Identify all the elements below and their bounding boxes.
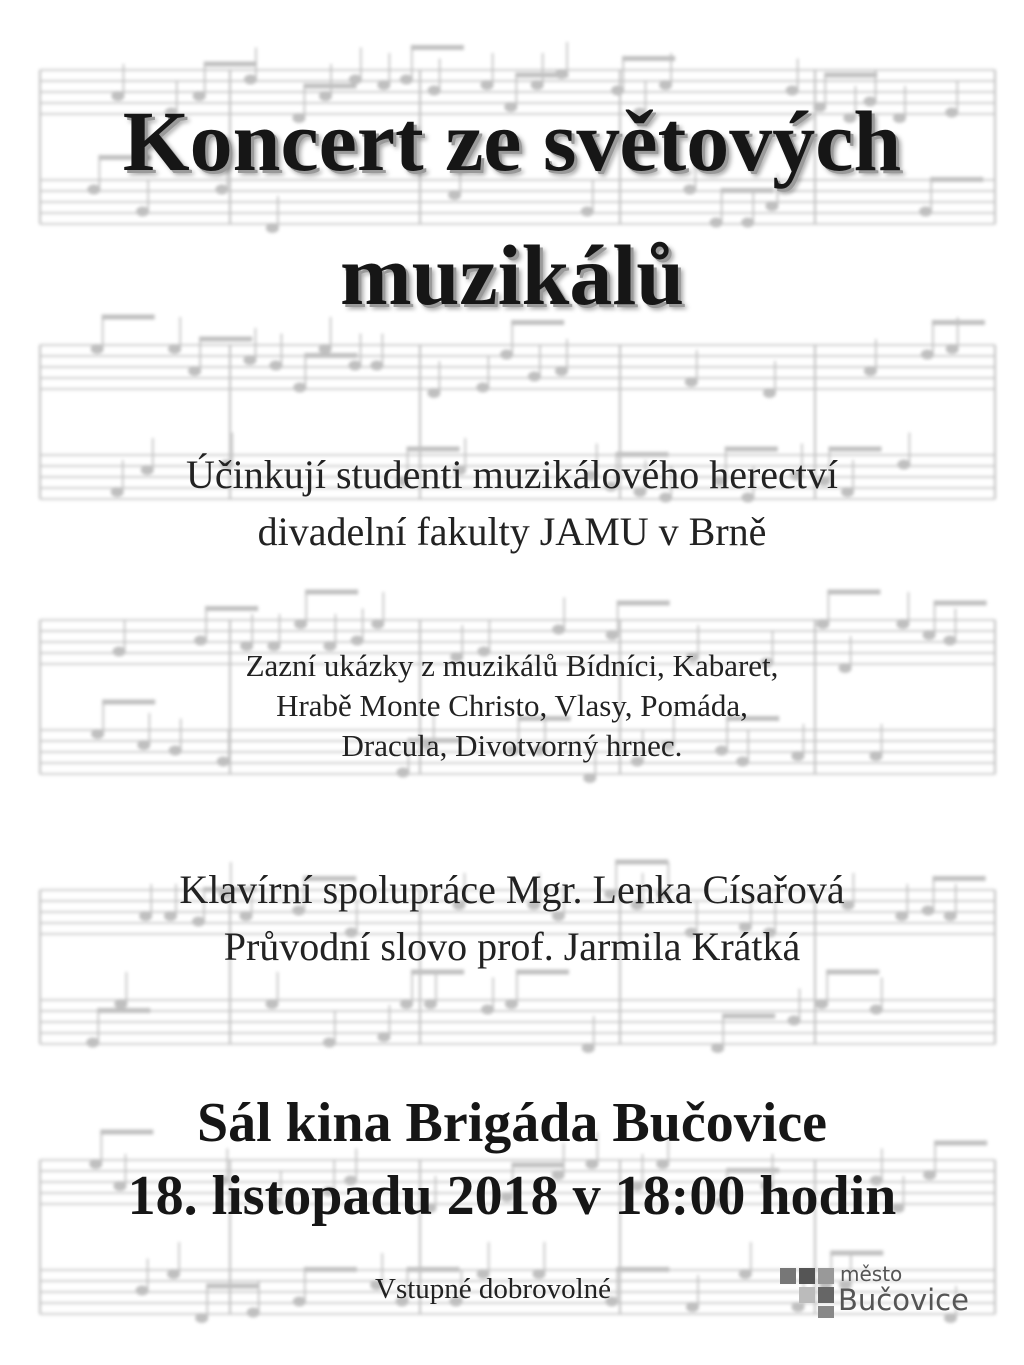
- piano-accompaniment: Klavírní spolupráce Mgr. Lenka Císařová: [179, 867, 845, 912]
- venue-name: Sál kina Brigáda Bučovice: [196, 1092, 828, 1154]
- admission-note: Vstupné dobrovolné: [375, 1273, 611, 1305]
- logo-text-mesto: město: [840, 1262, 903, 1286]
- city-logo-squares-icon: [780, 1264, 836, 1320]
- city-logo: [780, 1262, 990, 1322]
- logo-text-bucovice: Bučovice: [838, 1283, 969, 1317]
- event-date-time: 18. listopadu 2018 v 18:00 hodin: [127, 1165, 897, 1227]
- introductory-speech: Průvodní slovo prof. Jarmila Krátká: [223, 924, 801, 969]
- poster-title-line-2: muzikálů: [339, 227, 685, 323]
- program-line-2: Hrabě Monte Christo, Vlasy, Pomáda,: [276, 688, 748, 723]
- program-line-3: Dracula, Divotvorný hrnec.: [341, 728, 683, 763]
- performers-line-2: divadelní fakulty JAMU v Brně: [257, 509, 767, 554]
- poster-title-line-1: Koncert ze světových: [122, 93, 902, 189]
- program-line-1: Zazní ukázky z muzikálů Bídníci, Kabaret,: [245, 648, 779, 683]
- performers-line-1: Účinkují studenti muzikálového herectví: [185, 452, 839, 497]
